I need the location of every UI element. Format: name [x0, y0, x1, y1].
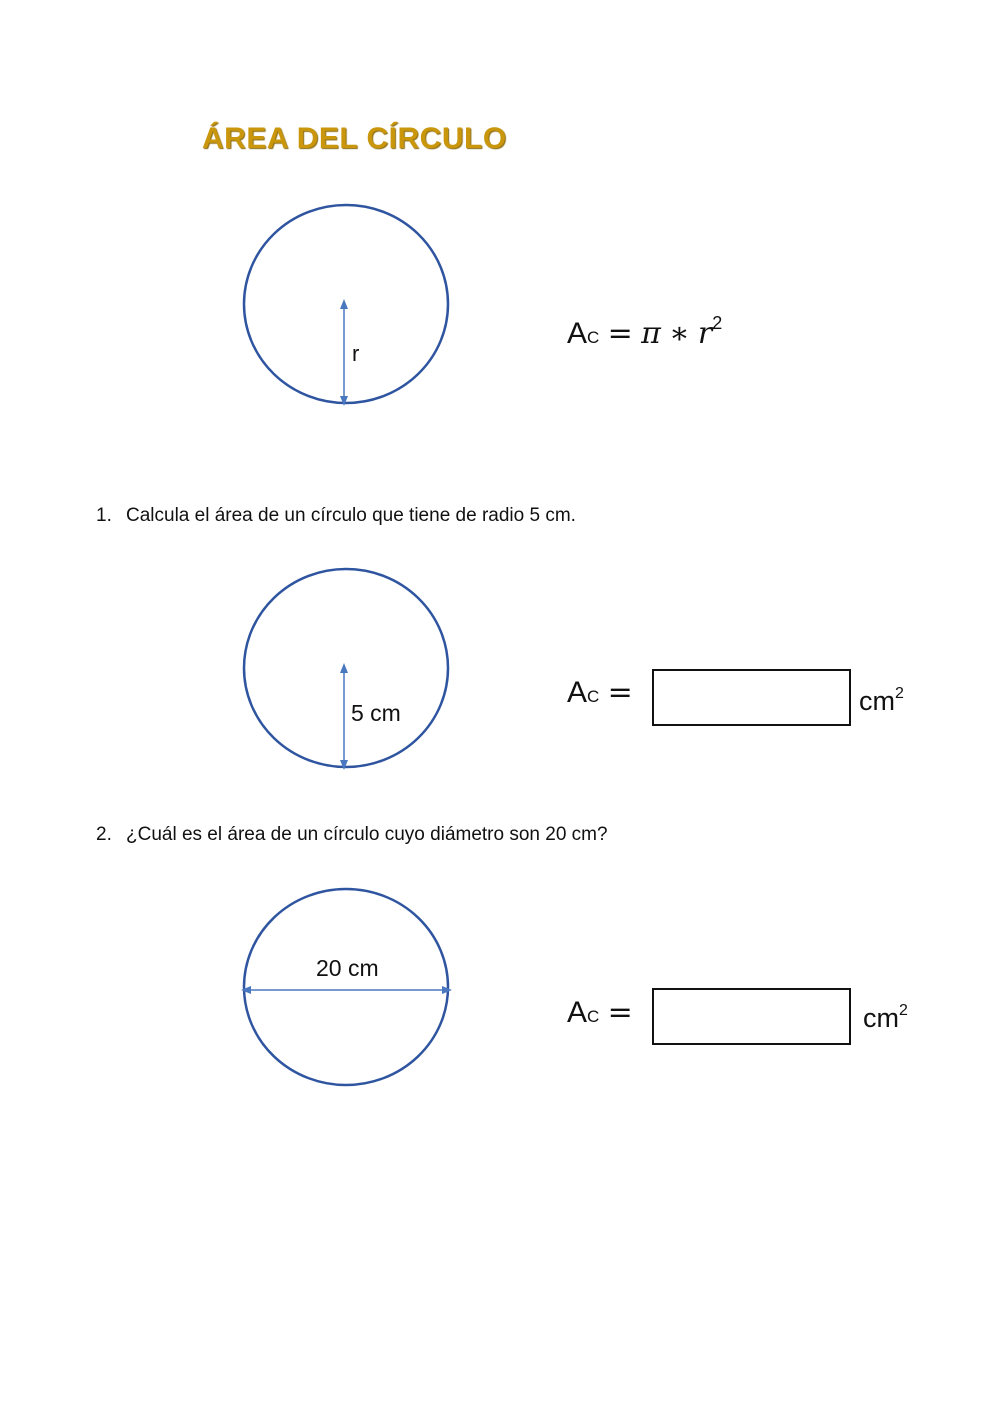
formula-lhs: A	[567, 317, 588, 350]
q2-formula-equals: =	[607, 995, 633, 1030]
formula-equals: =	[607, 316, 633, 351]
formula-exponent: 2	[712, 313, 723, 333]
formula-r: r	[697, 316, 713, 351]
q1-unit-text: cm	[859, 686, 895, 716]
q2-formula-sub: C	[587, 1007, 600, 1026]
q1-answer-input[interactable]	[652, 669, 851, 726]
formula-times: ∗	[669, 316, 690, 351]
question-2	[96, 824, 608, 846]
q2-formula-lhs: A	[567, 996, 588, 1029]
q1-radius-label: 5 cm	[351, 700, 401, 726]
question-1-number: 1.	[96, 505, 112, 526]
q1-unit	[859, 686, 904, 715]
q2-answer-input[interactable]	[652, 988, 851, 1045]
q2-formula	[567, 995, 633, 1030]
q1-formula	[567, 675, 633, 710]
intro-circle	[244, 205, 448, 403]
area-formula	[567, 314, 722, 349]
q1-unit-exponent: 2	[895, 685, 904, 702]
q1-circle	[244, 569, 448, 767]
question-1	[96, 505, 576, 527]
q2-diameter-label: 20 cm	[316, 955, 379, 981]
question-2-text: ¿Cuál es el área de un círculo cuyo diámetro son 20 cm?	[126, 824, 608, 845]
q2-circle-figure	[244, 889, 448, 1085]
q1-formula-equals: =	[607, 675, 633, 710]
intro-circle-figure	[244, 205, 448, 403]
intro-radius-label: r	[352, 341, 360, 366]
formula-sub: C	[587, 328, 600, 347]
formula-pi: π	[641, 316, 661, 351]
question-1-text: Calcula el área de un círculo que tiene de radio 5 cm.	[126, 505, 576, 526]
q2-unit-exponent: 2	[899, 1002, 908, 1019]
question-2-number: 2.	[96, 824, 112, 845]
q2-circle	[244, 889, 448, 1085]
q2-unit-text: cm	[863, 1003, 899, 1033]
q1-formula-lhs: A	[567, 676, 588, 709]
q1-circle-figure	[244, 569, 448, 767]
page-title: ÁREA DEL CÍRCULO	[202, 122, 507, 155]
q1-formula-sub: C	[587, 687, 600, 706]
q2-unit	[863, 1003, 908, 1032]
